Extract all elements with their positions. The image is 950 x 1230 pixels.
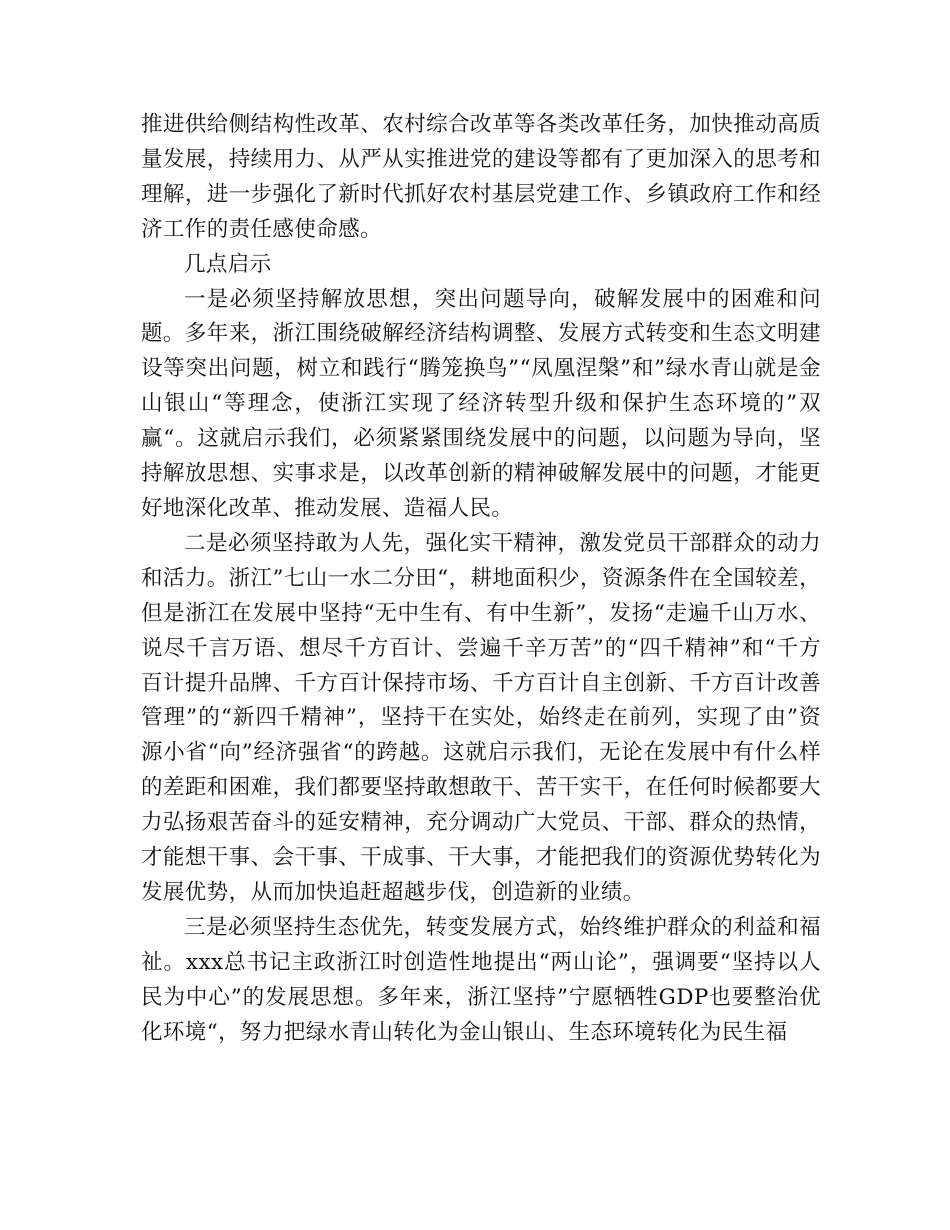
paragraph-1: 推进供给侧结构性改革、农村综合改革等各类改革任务，加快推动高质量发展，持续用力、从严从实推进党的建设等都有了更加深入的思考和理解，进一步强化了新时代抓好农村基层党建工作、乡镇政府工作和经济工作的责任感使命感。 [141,112,821,242]
section-heading: 几点启示 [184,251,272,277]
document-page [141,108,821,1050]
paragraph-2: 一是必须坚持解放思想，突出问题导向，破解发展中的困难和问题。多年来，浙江围绕破解经济结构调整、发展方式转变和生态文明建设等突出问题，树立和践行“腾笼换鸟”“凤凰涅槃”和”绿水青山就是金山银山“等理念，使浙江实现了经济转型升级和保护生态环境的”双赢“。这就启示我们，必须紧紧围绕发展中的问题，以问题为导向，坚持解放思想、实事求是，以改革创新的精神破解发展中的问题，才能更好地深化改革、推动发展、造福人民。 [141,286,821,521]
paragraph-3: 二是必须坚持敢为人先，强化实干精神，激发党员干部群众的动力和活力。浙江”七山一水二分田“，耕地面积少，资源条件在全国较差，但是浙江在发展中坚持“无中生有、有中生新”，发扬“走遍千山万水、说尽千言万语、想尽千方百计、尝遍千辛万苦”的“四千精神”和“千方百计提升品牌、千方百计保持市场、千方百计自主创新、千方百计改善管理”的“新四千精神”，坚持干在实处，始终走在前列，实现了由”资源小省“向”经济强省“的跨越。这就启示我们，无论在发展中有什么样的差距和困难，我们都要坚持敢想敢干、苦干实干，在任何时候都要大力弘扬艰苦奋斗的延安精神，充分调动广大党员、干部、群众的热情，才能想干事、会干事、干成事、干大事，才能把我们的资源优势转化为发展优势，从而加快追赶超越步伐，创造新的业绩。 [141,530,821,905]
paragraph-4: 三是必须坚持生态优先，转变发展方式，始终维护群众的利益和福祉。xxx总书记主政浙江时创造性地提出“两山论”，强调要“坚持以人民为中心”的发展思想。多年来，浙江坚持”宁愿牺牲GDP也要整治优化环境“，努力把绿水青山转化为金山银山、生态环境转化为民生福 [141,914,821,1045]
